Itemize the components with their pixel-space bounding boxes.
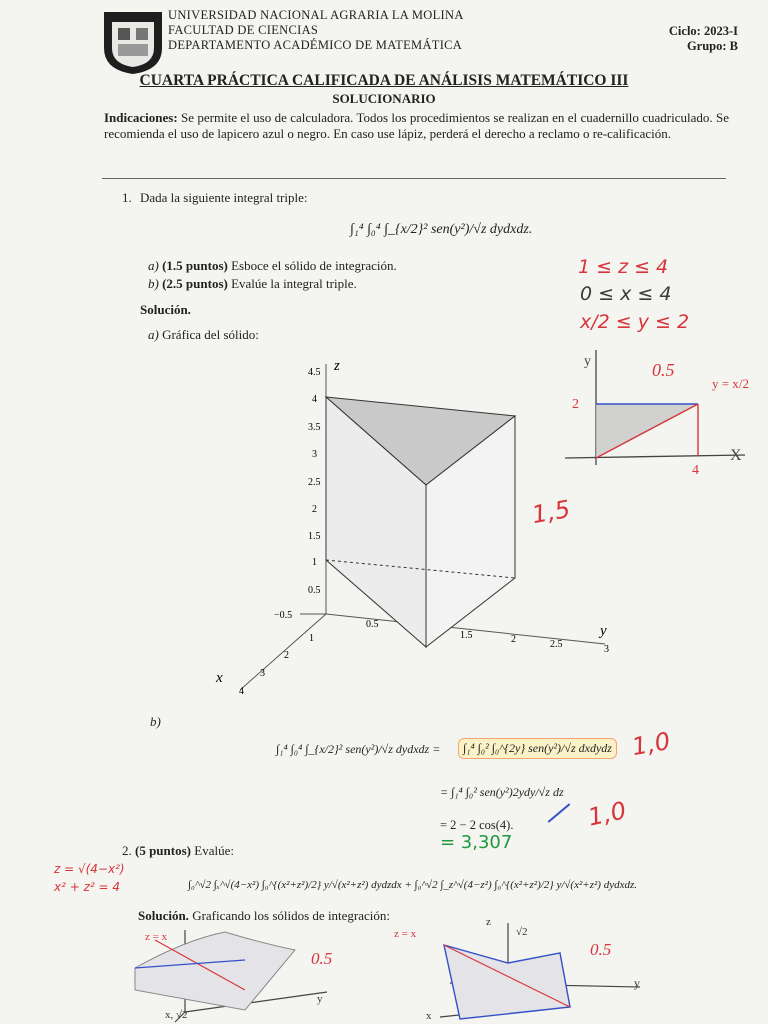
p2-note1: z = √(4−x²): [54, 862, 125, 876]
sketch-4-label: 4: [692, 463, 699, 478]
problem-2-header: [122, 843, 234, 859]
part-b-text: Evalúe la integral triple.: [231, 276, 357, 291]
problem-2-integral: ∫₀^√2 ∫ₓ^√(4−x²) ∫₀^{(x²+z²)/2} y/√(x²+z²) dydzdx + ∫₀^√2 ∫_z^√(4−z²) ∫₀^{(x²+z²)/2} y/√(x²+z²) dydxdz.: [188, 879, 637, 891]
instructions-text: Se permite el uso de calculadora. Todos los procedimientos se realizan en el cuadernillo cuadriculado. Se recomienda el uso de lapicero azul o negro. En caso use lápiz, perderá el derecho a reclamo o re-calificación.: [104, 110, 730, 141]
graph-caption: Gráfica del sólido:: [162, 327, 259, 342]
z-axis-label: z: [334, 358, 340, 374]
problem-2-points: (5 puntos): [135, 843, 191, 858]
check-mark: [548, 803, 571, 823]
z-tick: 3: [312, 449, 317, 460]
z-tick: 2: [312, 504, 317, 515]
score-a: 1,5: [529, 494, 573, 530]
part-b: [148, 276, 357, 292]
x-axis-label: x: [216, 670, 223, 686]
p2-sketch-left: [95, 920, 355, 1024]
eq-line4: = 3,307: [440, 832, 513, 853]
problem-1-number: 1.: [122, 190, 132, 205]
solid-3d-plot: [200, 352, 620, 702]
p2-right-y: y: [634, 976, 640, 990]
faculty-name: FACULTAD DE CIENCIAS: [168, 23, 319, 37]
graph-caption-line: [148, 327, 259, 343]
score-b2: 1,0: [585, 796, 629, 832]
page-title: CUARTA PRÁCTICA CALIFICADA DE ANÁLISIS MATEMÁTICO III: [139, 72, 629, 89]
z-tick: 4: [312, 394, 317, 405]
x-tick: 4: [239, 686, 244, 697]
eq-line3: = 2 − 2 cos(4).: [440, 818, 514, 832]
y-tick: 3: [604, 644, 609, 655]
x-tick: 1: [309, 633, 314, 644]
part-a-text: Esboce el sólido de integración.: [231, 258, 397, 273]
region-sketch: [560, 340, 760, 480]
university-seal: [100, 8, 166, 76]
graph-label: a): [148, 327, 159, 342]
y-axis-label: y: [600, 623, 607, 639]
problem-1-statement: Dada la siguiente integral triple:: [140, 190, 308, 205]
group-label: Grupo: B: [686, 39, 738, 53]
p2-note2: x² + z² = 4: [54, 880, 121, 894]
problem-1-integral: ∫₁⁴ ∫₀⁴ ∫_{x/2}² sen(y²)/√z dydxdz.: [350, 222, 533, 237]
z-tick: 1: [312, 557, 317, 568]
sketch-y-label: y: [584, 354, 591, 369]
part-a-label: a): [148, 258, 159, 273]
p2-left-label: z = x: [145, 931, 168, 943]
part-b-label: b): [148, 276, 159, 291]
x-tick: 3: [260, 668, 265, 679]
part-a: [148, 258, 397, 274]
p2-left-y: y: [317, 993, 323, 1005]
sketch-x-label: X: [730, 447, 742, 464]
p2-right-z: z: [486, 916, 491, 928]
y-tick: 2.5: [550, 639, 563, 650]
p2-sketch-right: [380, 915, 670, 1024]
instructions: [104, 110, 729, 142]
z-tick: 0.5: [308, 585, 321, 596]
solution-label-2: Solución.: [138, 908, 189, 923]
eq-line2: = ∫₁⁴ ∫₀² sen(y²)2ydy/√z dz: [440, 785, 564, 799]
score-b1: 1,0: [629, 726, 673, 762]
p2-left-sqrt2: x, √2: [165, 1009, 188, 1021]
p2-right-score: 0.5: [590, 940, 612, 959]
z-tick: 2.5: [308, 477, 321, 488]
solution-label-1: Solución.: [140, 302, 191, 317]
solution-b-label: b): [150, 714, 161, 729]
x-axis: [240, 614, 326, 690]
university-name: UNIVERSIDAD NACIONAL AGRARIA LA MOLINA: [168, 8, 464, 22]
problem-2-number: 2.: [122, 843, 132, 858]
hand-bounds-z: 1 ≤ z ≤ 4: [578, 256, 669, 278]
problem-2-verb: Evalúe:: [194, 843, 234, 858]
x-tick: 2: [284, 650, 289, 661]
z-tick: 3.5: [308, 422, 321, 433]
p2-left-score: 0.5: [311, 949, 333, 968]
part-b-points: (2.5 puntos): [162, 276, 228, 291]
sketch-line-label: y = x/2: [712, 376, 749, 391]
score-a-sketch: 0.5: [652, 360, 675, 380]
y-tick: 1.5: [460, 630, 473, 641]
y-tick: 0.5: [366, 619, 379, 630]
department-name: DEPARTAMENTO ACADÉMICO DE MATEMÁTICA: [168, 38, 463, 52]
x-tick: −0.5: [274, 610, 293, 621]
p2-right-sqrt2: √2: [516, 926, 528, 938]
z-tick: 1.5: [308, 531, 321, 542]
eq-line1-right: ∫₁⁴ ∫₀² ∫₀^{2y} sen(y²)/√z dxdydz: [458, 738, 617, 759]
p2-right-x: x: [426, 1010, 432, 1022]
p2-right-label: z = x: [394, 928, 417, 940]
instructions-label: Indicaciones:: [104, 110, 178, 125]
eq-line1-left: ∫₁⁴ ∫₀⁴ ∫_{x/2}² sen(y²)/√z dydxdz =: [276, 742, 441, 756]
sketch-2-label: 2: [572, 397, 579, 412]
z-tick: 4.5: [308, 367, 321, 378]
y-tick: 2: [511, 634, 516, 645]
hand-bounds-y: x/2 ≤ y ≤ 2: [580, 311, 690, 333]
divider: [102, 178, 726, 179]
solution-2-text: Graficando los sólidos de integración:: [192, 908, 391, 923]
part-a-points: (1.5 puntos): [162, 258, 228, 273]
page-subtitle: SOLUCIONARIO: [332, 91, 436, 106]
hand-bounds-x: 0 ≤ x ≤ 4: [580, 283, 672, 305]
cycle-label: Ciclo: 2023-I: [668, 24, 738, 38]
